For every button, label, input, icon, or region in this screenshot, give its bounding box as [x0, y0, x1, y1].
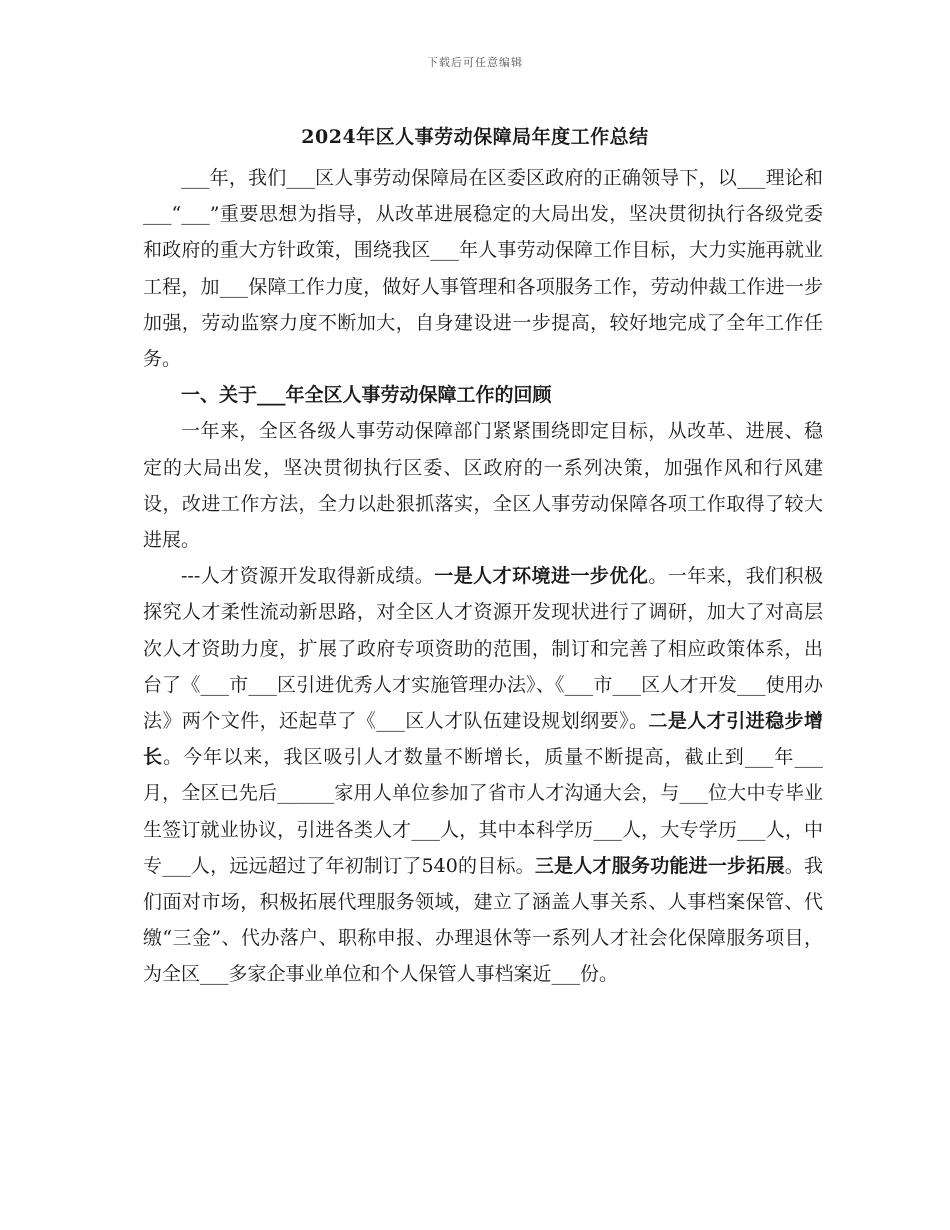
intro-paragraph: ___年，我们___区人事劳动保障局在区委区政府的正确领导下，以___理论和___“___”重要思想为指导，从改革进展稳定的大局出发，坚决贯彻执行各级党委和政府的重大方针政策，围绕我区___年人事劳动保障工作目标，大力实施再就业工程，加___保障工作力度，做好人事管理和各项服务工作，劳动仲裁工作进一步加强，劳动监察力度不断加大，自身建设进一步提高，较好地完成了全年工作任务。 [143, 167, 823, 371]
point-one-text: 。一年来，我们积极探究人才柔性流动新思路，对全区人才资源开发现状进行了调研，加大了对高层次人才资助力度，扩展了政府专项资助的范围，制订和完善了相应政策体系，出台了《___市___区引进优秀人才实施管理办法》、《___市___区人才开发___使用办法》两个文件，还起草了《___区人才队伍建设规划纲要》。 [143, 565, 823, 733]
header-note: 下载后可任意编辑 [427, 56, 523, 69]
section-heading: 一、关于___年全区人事劳动保障工作的回顾 [181, 384, 552, 407]
point-two-bold: 二是人才引进稳步增长 [143, 710, 823, 769]
talent-paragraph [143, 558, 823, 992]
document-title: 2024年区人事劳动保障局年度工作总结 [301, 126, 649, 148]
point-three-bold: 三是人才服务功能进一步拓展 [534, 854, 785, 877]
talent-lead: ---人才资源开发取得新成绩。 [181, 565, 435, 588]
document-body [143, 160, 823, 993]
point-two-text: 。今年以来，我区吸引人才数量不断增长，质量不断提高，截止到___年___月，全区已先后______家用人单位参加了省市人才沟通大会，与___位大中专毕业生签订就业协议，引进各类人才___人，其中本科学历___人，大专学历___人，中专___人，远远超过了年初制订了540的目标。 [143, 746, 823, 877]
point-one-bold: 一是人才环境进一步优化 [434, 565, 649, 588]
point-three-text: 。我们面对市场，积极拓展代理服务领域，建立了涵盖人事关系、人事档案保管、代缴“三金”、代办落户、职称申报、办理退休等一系列人才社会化保障服务项目，为全区___多家企事业单位和个人保管人事档案近___份。 [143, 854, 823, 986]
section-paragraph: 一年来，全区各级人事劳动保障部门紧紧围绕即定目标，从改革、进展、稳定的大局出发，坚决贯彻执行区委、区政府的一系列决策，加强作风和行风建设，改进工作方法，全力以赴狠抓落实，全区人事劳动保障各项工作取得了较大进展。 [143, 420, 823, 552]
